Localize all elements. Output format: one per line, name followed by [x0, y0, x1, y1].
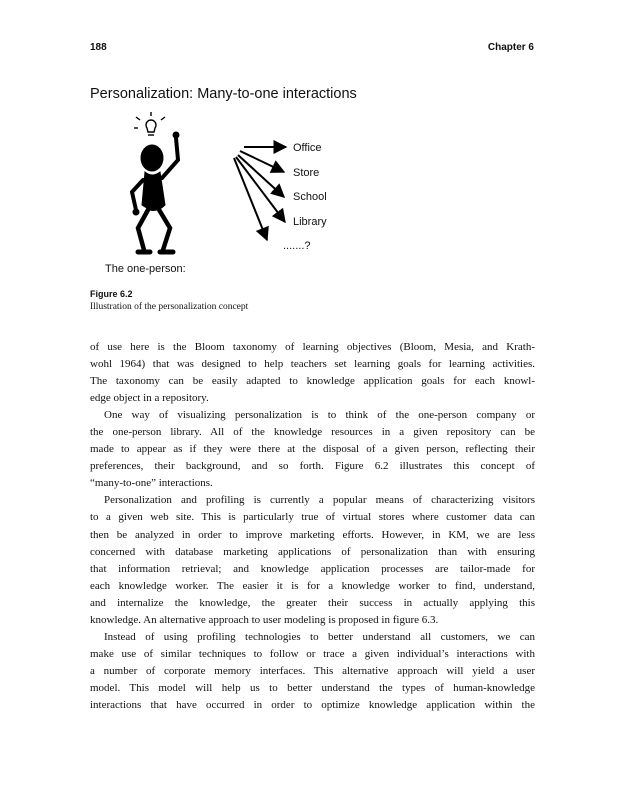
body-line: interactions that have occurred in order to optimize knowledge application within the: [90, 698, 535, 711]
body-line: of use here is the Bloom taxonomy of learning objectives (Bloom, Mesia, and Krath-: [90, 341, 535, 353]
body-line: The taxonomy can be easily adapted to knowledge application goals for each knowl-: [90, 375, 535, 388]
body-text: [90, 339, 535, 714]
destination-store: Store: [293, 167, 320, 179]
body-line: to a given web site. This is particularly true of virtual stores where customer data can: [90, 511, 535, 524]
body-line: a number of corporate memory interfaces. This alternative approach will yield a user: [90, 664, 535, 677]
destination-other: .......?: [283, 240, 311, 252]
body-line: then be analyzed in order to improve marketing efforts. However, in KM, we are less: [90, 528, 535, 541]
body-line: preferences, their background, and so forth. Figure 6.2 illustrates this concept of: [90, 460, 535, 473]
figure-title: Personalization: Many-to-one interactions: [90, 86, 357, 102]
body-line: Instead of using profiling technologies to better understand all customers, we can: [104, 630, 535, 643]
body-line: the one-person library. All of the knowledge resources in a given repository can be: [90, 426, 535, 439]
page-number: 188: [90, 42, 107, 53]
body-line: and internalize the knowledge, the greater their success in actually applying this: [90, 596, 535, 609]
destination-library: Library: [293, 216, 327, 228]
body-line: Personalization and profiling is currently a popular means of characterizing visitors: [104, 494, 535, 507]
arrows: [234, 147, 286, 240]
figure-label: Figure 6.2: [90, 289, 133, 299]
body-line: model. This model will help us to better understand the types of human-knowledge: [90, 681, 535, 694]
body-line: wohl 1964) that was designed to help teachers set learning goals for learning activities.: [90, 358, 535, 371]
one-person-figure: [132, 132, 179, 252]
destination-school: School: [293, 191, 327, 203]
body-line: concerned with database marketing applications of personalization than with ensuring: [90, 545, 535, 558]
body-line: make use of similar techniques to follow or trace a given individual’s interactions with: [90, 647, 535, 660]
lightbulb-icon: [134, 112, 165, 135]
chapter-label: Chapter 6: [487, 42, 534, 53]
body-line: each knowledge worker. The easier it is for a knowledge worker to find, understand,: [90, 579, 535, 592]
arrow-other: [234, 158, 267, 240]
body-line: One way of visualizing personalization is to think of the one-person company or: [104, 409, 535, 422]
body-line: “many-to-one” interactions.: [90, 477, 213, 490]
person-caption: The one-person:: [105, 263, 186, 275]
body-line: made to appear as if they were there at the disposal of a given person, reflecting their: [90, 443, 535, 456]
arrow-library: [236, 157, 285, 222]
body-line: knowledge. An alternative approach to user modeling is proposed in figure 6.3.: [90, 613, 439, 626]
figure-caption: Illustration of the personalization concept: [90, 302, 249, 312]
body-line: that information retrieval; and knowledge application processes are tailor-made for: [90, 562, 535, 575]
body-line: edge object in a repository.: [90, 392, 209, 405]
destination-office: Office: [293, 142, 322, 154]
